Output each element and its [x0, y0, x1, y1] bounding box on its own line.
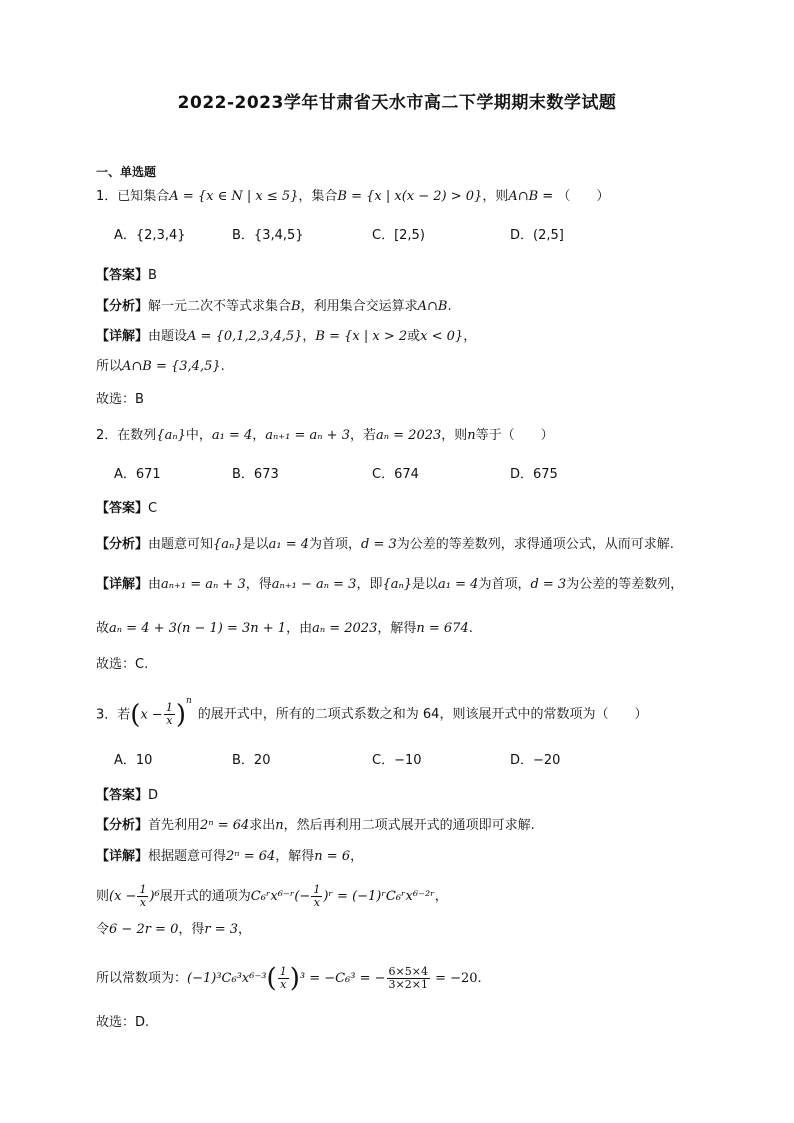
q1-analysis-math: B — [291, 299, 301, 314]
q2-stem — [96, 427, 554, 445]
q1-conclusion-text: 所以 — [96, 359, 123, 374]
q3-paren-open: ( — [266, 963, 277, 994]
analysis-label: 【分析】 — [96, 299, 149, 314]
q3-detail — [96, 848, 363, 866]
q2-detail-math: d = 3 — [530, 577, 567, 592]
q2-option-c: C．674 — [372, 467, 419, 482]
q1-set-a: A = {x ∈ N | x ≤ 5} — [169, 189, 299, 204]
q1-analysis-math: A∩B — [417, 299, 448, 314]
q2-option-a: A．671 — [114, 467, 161, 482]
q2-option-d: D．675 — [510, 467, 558, 482]
q3-term-math: )ʳ = (−1)ʳC₆ʳx⁶⁻²ʳ — [323, 889, 435, 904]
q3-stem — [96, 696, 648, 730]
q3-fraction-num: 1 — [165, 701, 173, 715]
q3-option-d: D．−20 — [510, 753, 561, 768]
q3-choose: 故选：D. — [96, 1015, 150, 1030]
q3-fraction-num: 1 — [279, 965, 287, 978]
q3-paren-open: ( — [130, 699, 141, 730]
q2-number: 2． — [96, 428, 118, 443]
q2-derivation-math: aₙ = 2023 — [312, 621, 378, 636]
q1-stem — [96, 188, 609, 206]
q2-derivation-text: ，解得 — [377, 621, 417, 636]
q3-fraction — [164, 702, 175, 727]
q1-choose: 故选：B — [96, 392, 144, 407]
q1-option-d: D．(2,5] — [510, 228, 564, 243]
q2-detail-math: {aₙ} — [382, 577, 413, 592]
q3-detail-text: 根据题意可得 — [148, 849, 227, 864]
q3-analysis-math: 2ⁿ = 64 — [200, 818, 250, 833]
q2-derivation-math: aₙ = 4 + 3(n − 1) = 3n + 1 — [109, 621, 287, 636]
q2-stem-text: 等于（ ） — [475, 428, 554, 443]
q3-const-math: (−1)³C₆³x⁶⁻³ — [187, 971, 267, 986]
q3-constant-term — [96, 963, 482, 994]
q2-stem-text: ，则 — [441, 428, 468, 443]
q3-general-term — [96, 884, 448, 909]
q2-detail-math: aₙ₊₁ − aₙ = 3 — [271, 577, 357, 592]
q1-detail-text: 或 — [407, 329, 421, 344]
q1-set-c: A∩B — [508, 189, 539, 204]
q1-stem-text: ，则 — [482, 189, 509, 204]
q3-const-fraction — [278, 966, 289, 991]
q3-let-text: ，得 — [178, 922, 205, 937]
q3-option-a: A．10 — [114, 753, 153, 768]
q1-stem-text: = （ ） — [538, 189, 610, 204]
q2-stem-math: aₙ₊₁ = aₙ + 3 — [265, 428, 350, 443]
q2-detail-text: ，得 — [245, 577, 272, 592]
q2-detail-text: 由 — [148, 577, 162, 592]
answer-label: 【答案】 — [96, 268, 149, 283]
q3-term-text: 则 — [96, 889, 110, 904]
q1-detail-math: B = {x | x > 2 — [315, 329, 408, 344]
q3-let-text: ， — [238, 922, 252, 937]
q3-let-math: r = 3 — [204, 922, 239, 937]
q1-option-b: B．{3,4,5} — [232, 228, 304, 243]
q1-analysis-text: 解一元二次不等式求集合 — [148, 299, 292, 314]
q3-detail-text: ，解得 — [275, 849, 315, 864]
q3-const-big-fraction — [387, 966, 430, 991]
q2-choose: 故选：C. — [96, 657, 149, 672]
q2-stem-math: a₁ = 4 — [211, 428, 253, 443]
section-heading: 一、单选题 — [96, 165, 157, 179]
q2-derivation-math: n = 674 — [416, 621, 469, 636]
q1-analysis-text: . — [447, 299, 452, 314]
q2-analysis-math: d = 3 — [361, 537, 397, 552]
answer-label: 【答案】 — [96, 501, 149, 516]
q3-analysis-math: n — [275, 818, 284, 833]
q1-option-c: C．[2,5) — [372, 228, 425, 243]
q3-option-c: C．−10 — [372, 753, 422, 768]
q3-option-b: B．20 — [232, 753, 271, 768]
q3-analysis-text: 首先利用 — [148, 818, 201, 833]
q2-derivation-text: 故 — [96, 621, 110, 636]
q3-term-math: )⁶ — [149, 889, 160, 904]
q2-stem-math: {aₙ} — [156, 428, 186, 443]
q2-detail-text: 为公差的等差数列， — [566, 577, 684, 592]
q3-analysis-text: 求出 — [249, 818, 276, 833]
q2-analysis-math: a₁ = 4 — [268, 537, 309, 552]
q3-paren-close: ) — [175, 699, 186, 730]
q3-let-math: 6 − 2r = 0 — [109, 922, 179, 937]
q3-const-den: 3×2×1 — [388, 978, 428, 991]
q3-detail-math: 2ⁿ = 64 — [226, 849, 276, 864]
q2-analysis — [96, 536, 674, 554]
q2-analysis-text: 由题意可知 — [148, 537, 214, 552]
q1-answer — [96, 267, 157, 285]
q1-detail-math: A = {0,1,2,3,4,5} — [187, 329, 303, 344]
analysis-label: 【分析】 — [96, 537, 149, 552]
q1-conclusion-text: . — [220, 359, 225, 374]
q3-exponent: n — [185, 696, 192, 706]
q2-detail-text: ，即 — [356, 577, 383, 592]
q3-fraction-den: x — [166, 714, 173, 728]
q3-term-fraction — [137, 884, 148, 909]
q2-stem-text: ，若 — [349, 428, 376, 443]
q2-answer-value: C — [148, 501, 158, 516]
q2-stem-text: 在数列 — [117, 428, 157, 443]
q2-detail — [96, 576, 683, 594]
q2-detail-math: aₙ₊₁ = aₙ + 3 — [161, 577, 246, 592]
q3-term-text: ， — [434, 889, 448, 904]
q1-set-b: B = {x | x(x − 2) > 0} — [337, 189, 483, 204]
q3-const-math: = −20. — [430, 971, 482, 986]
q3-stem-text: 若 — [117, 707, 131, 723]
q1-detail-text: 由题设 — [148, 329, 188, 344]
q2-stem-text: ， — [252, 428, 266, 443]
q3-answer-value: D — [148, 788, 159, 803]
q1-stem-text: ，集合 — [298, 189, 338, 204]
q3-term-fraction — [311, 884, 322, 909]
q2-derivation — [96, 620, 473, 638]
q3-const-num: 6×5×4 — [388, 965, 428, 978]
q3-fraction-num: 1 — [313, 883, 321, 896]
q2-stem-math: aₙ = 2023 — [376, 428, 442, 443]
q2-stem-math: n — [467, 428, 476, 443]
q1-answer-value: B — [148, 268, 157, 283]
q3-const-math: ³ = −C₆³ = − — [299, 971, 386, 986]
q3-const-text: 所以常数项为： — [96, 971, 188, 986]
q1-conclusion-math: A∩B = {3,4,5} — [122, 359, 221, 374]
q2-analysis-text: 为公差的等差数列，求得通项公式，从而可求解. — [396, 537, 674, 552]
q2-option-b: B．673 — [232, 467, 279, 482]
q2-analysis-text: 为首项， — [309, 537, 362, 552]
q3-analysis-text: ，然后再利用二项式展开式的通项即可求解. — [283, 818, 535, 833]
q1-analysis-text: ，利用集合交运算求 — [300, 299, 418, 314]
q2-stem-text: 中， — [185, 428, 212, 443]
q3-paren-close: ) — [289, 963, 300, 994]
q1-detail-text: ， — [463, 329, 477, 344]
q3-fraction-den: x — [139, 896, 147, 909]
q1-conclusion — [96, 358, 225, 376]
q3-answer — [96, 787, 158, 805]
analysis-label: 【分析】 — [96, 818, 149, 833]
q1-stem-text: 已知集合 — [117, 189, 170, 204]
detail-label: 【详解】 — [96, 849, 149, 864]
q1-option-a: A．{2,3,4} — [114, 228, 186, 243]
q2-answer — [96, 500, 157, 518]
q1-detail — [96, 328, 476, 346]
q1-detail-math: x < 0} — [420, 329, 464, 344]
q1-number: 1． — [96, 189, 118, 204]
q3-fraction-num: 1 — [139, 883, 147, 896]
q3-fraction-den: x — [280, 978, 287, 991]
answer-label: 【答案】 — [96, 788, 149, 803]
q3-term-math: C₆ʳx⁶⁻ʳ(− — [250, 889, 311, 904]
q3-detail-math: n = 6 — [314, 849, 351, 864]
q3-let-line — [96, 921, 251, 939]
q3-number: 3． — [96, 707, 118, 723]
q2-derivation-text: . — [468, 621, 473, 636]
q3-analysis — [96, 817, 535, 835]
q2-detail-text: 是以 — [412, 577, 439, 592]
q1-analysis — [96, 298, 452, 316]
page-title: 2022-2023学年甘肃省天水市高二下学期期末数学试题 — [177, 93, 617, 113]
q3-let-text: 令 — [96, 922, 110, 937]
q3-stem-math: x − — [140, 707, 163, 723]
q3-term-text: 展开式的通项为 — [159, 889, 251, 904]
q2-detail-math: a₁ = 4 — [438, 577, 479, 592]
q3-fraction-den: x — [313, 896, 320, 909]
q1-detail-text: ， — [302, 329, 316, 344]
q2-analysis-text: 是以 — [242, 537, 269, 552]
q3-term-math: (x − — [109, 889, 137, 904]
detail-label: 【详解】 — [96, 577, 149, 592]
q3-detail-text: ， — [350, 849, 364, 864]
q3-stem-text: 的展开式中，所有的二项式系数之和为 64，则该展开式中的常数项为（ ） — [197, 707, 648, 723]
detail-label: 【详解】 — [96, 329, 149, 344]
q2-derivation-text: ，由 — [286, 621, 313, 636]
q2-analysis-math: {aₙ} — [213, 537, 243, 552]
q2-detail-text: 为首项， — [478, 577, 531, 592]
